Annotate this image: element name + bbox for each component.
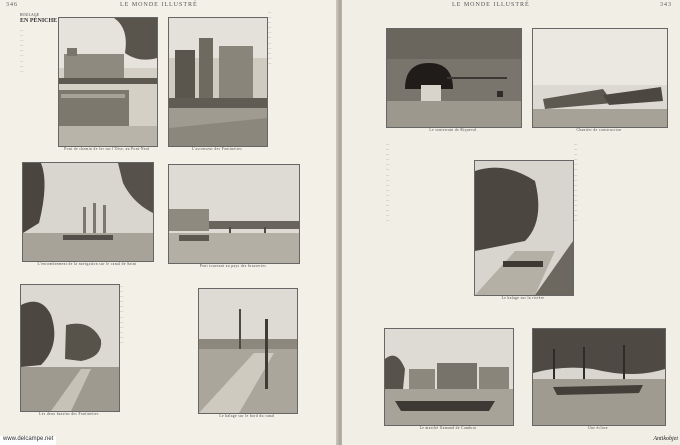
caption-chantier: Chantier de construction <box>576 128 622 132</box>
photo-ecluse <box>532 328 666 426</box>
left-page <box>0 0 338 445</box>
caption-deux-bassins: Les deux bassins des Fontinettes <box>39 412 99 416</box>
photo-halage-canal <box>198 288 298 414</box>
caption-railway-bridge: Pont de chemin de fer sur l'Oise, au Pont-Neuf <box>64 147 150 151</box>
photo-ascenseur-fontinettes <box>168 17 268 147</box>
left-page-number: 346 <box>6 2 18 8</box>
caption-ecluse: Une écluse <box>588 426 608 430</box>
caption-halage: Le halage sur le bord du canal <box>219 414 275 418</box>
right-page-number: 343 <box>660 2 672 8</box>
left-text-column-3: — — — — — — — — — — — — <box>120 284 124 345</box>
caption-ascenseur: L'ascenseur des Fontinettes <box>191 147 243 151</box>
left-text-column-2: — — — — — — — — — — — <box>268 10 272 65</box>
photo-bassins-fontinettes <box>20 284 120 412</box>
photo-canal-encombrement <box>22 162 154 262</box>
caption-souterrain: Le souterrain de Riqueval <box>429 128 477 132</box>
article-heading: EN PÉNICHE <box>20 18 58 24</box>
left-running-title: LE MONDE ILLUSTRÉ <box>120 2 198 8</box>
photo-pont-tournant <box>168 164 300 264</box>
caption-marche-flamand: Le marché flamand de Cambrai <box>419 426 477 430</box>
article-kicker: ROULAGE <box>20 12 40 17</box>
left-text-column-1: — — — — — — — — — <box>20 28 24 73</box>
right-page <box>342 0 680 445</box>
photo-marche-flamand <box>384 328 514 426</box>
photo-souterrain-riqueval <box>386 28 522 128</box>
right-text-column-2: — — — — — — — — — — — — — — — — <box>574 142 578 223</box>
photo-chantier-construction <box>532 28 668 128</box>
antikobjet-watermark: Antikobjet <box>653 436 678 442</box>
caption-canal-encombrement: L'encombrement de la navigation sur le canal de Saint <box>37 262 137 266</box>
right-running-title: LE MONDE ILLUSTRÉ <box>452 2 530 8</box>
photo-railway-bridge-oise <box>58 17 158 147</box>
right-text-column-1: — — — — — — — — — — — — — — — — <box>386 142 390 223</box>
caption-halage-riviere: Le halage sur la rivière <box>501 296 545 300</box>
photo-halage-riviere <box>474 160 574 296</box>
delcampe-watermark-link[interactable]: www.delcampe.net <box>0 436 56 445</box>
caption-pont-tournant: Pont tournant au pays des brasseries <box>199 264 267 268</box>
